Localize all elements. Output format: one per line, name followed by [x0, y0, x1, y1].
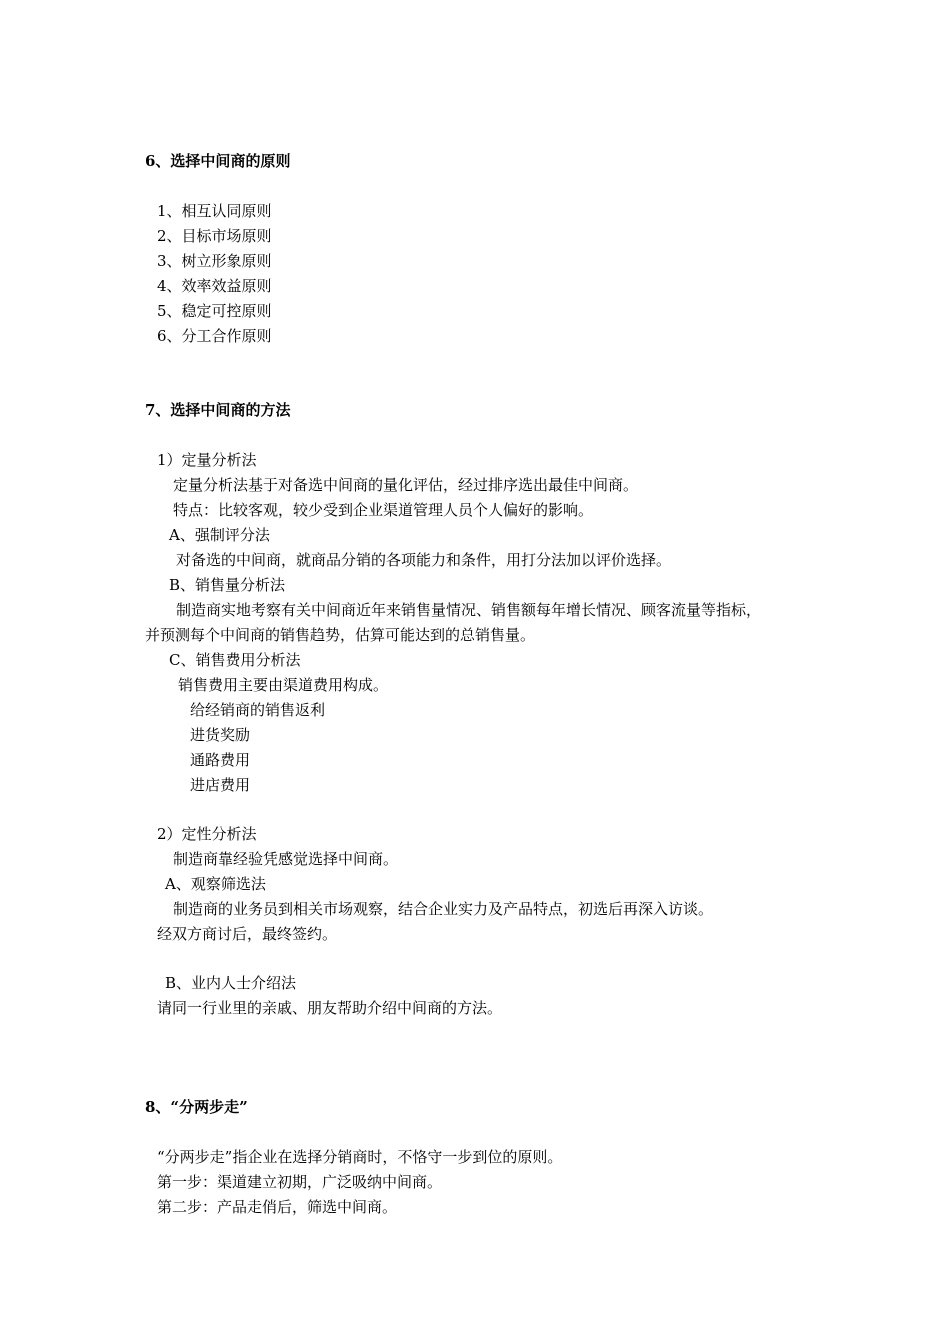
qualitative-description: 制造商靠经验凭感觉选择中间商。 [173, 850, 399, 868]
principle-item: 2、目标市场原则 [157, 227, 272, 245]
qualitative-a-description-line-1: 制造商的业务员到相关市场观察，结合企业实力及产品特点，初选后再深入访谈。 [173, 900, 714, 918]
qualitative-a-description-line-2: 经双方商讨后，最终签约。 [157, 925, 338, 943]
cost-item: 进货奖励 [190, 726, 251, 744]
step-one: 第一步：渠道建立初期，广泛吸纳中间商。 [157, 1173, 443, 1191]
method-c-heading: C、销售费用分析法 [169, 651, 301, 669]
qualitative-b-heading: B、业内人士介绍法 [165, 974, 297, 992]
step-two: 第二步：产品走俏后，筛选中间商。 [157, 1198, 398, 1216]
quantitative-description: 定量分析法基于对备选中间商的量化评估，经过排序选出最佳中间商。 [173, 476, 639, 494]
cost-item: 进店费用 [190, 776, 251, 794]
method-a-description: 对备选的中间商，就商品分销的各项能力和条件，用打分法加以评价选择。 [176, 551, 672, 569]
section-8-title: 8、“分两步走” [145, 1098, 248, 1116]
method-b-heading: B、销售量分析法 [169, 576, 286, 594]
method-c-description: 销售费用主要由渠道费用构成。 [178, 676, 389, 694]
qualitative-b-description: 请同一行业里的亲戚、朋友帮助介绍中间商的方法。 [157, 999, 503, 1017]
principle-item: 1、相互认同原则 [157, 202, 272, 220]
qualitative-heading: 2）定性分析法 [157, 825, 257, 843]
principle-item: 5、稳定可控原则 [157, 302, 272, 320]
two-step-description: “分两步走”指企业在选择分销商时，不恪守一步到位的原则。 [157, 1148, 563, 1166]
qualitative-a-heading: A、观察筛选法 [165, 875, 266, 893]
section-6-title: 6、选择中间商的原则 [145, 152, 291, 170]
method-b-description-line-2: 并预测每个中间商的销售趋势，估算可能达到的总销售量。 [145, 626, 536, 644]
method-a-heading: A、强制评分法 [169, 526, 270, 544]
quantitative-feature: 特点：比较客观，较少受到企业渠道管理人员个人偏好的影响。 [173, 501, 594, 519]
principle-item: 6、分工合作原则 [157, 327, 272, 345]
principle-item: 4、效率效益原则 [157, 277, 272, 295]
cost-item: 给经销商的销售返利 [190, 701, 326, 719]
cost-item: 通路费用 [190, 751, 251, 769]
section-7-title: 7、选择中间商的方法 [145, 401, 291, 419]
method-b-description-line-1: 制造商实地考察有关中间商近年来销售量情况、销售额每年增长情况、顾客流量等指标， [176, 601, 762, 619]
quantitative-heading: 1）定量分析法 [157, 451, 257, 469]
principle-item: 3、树立形象原则 [157, 252, 272, 270]
